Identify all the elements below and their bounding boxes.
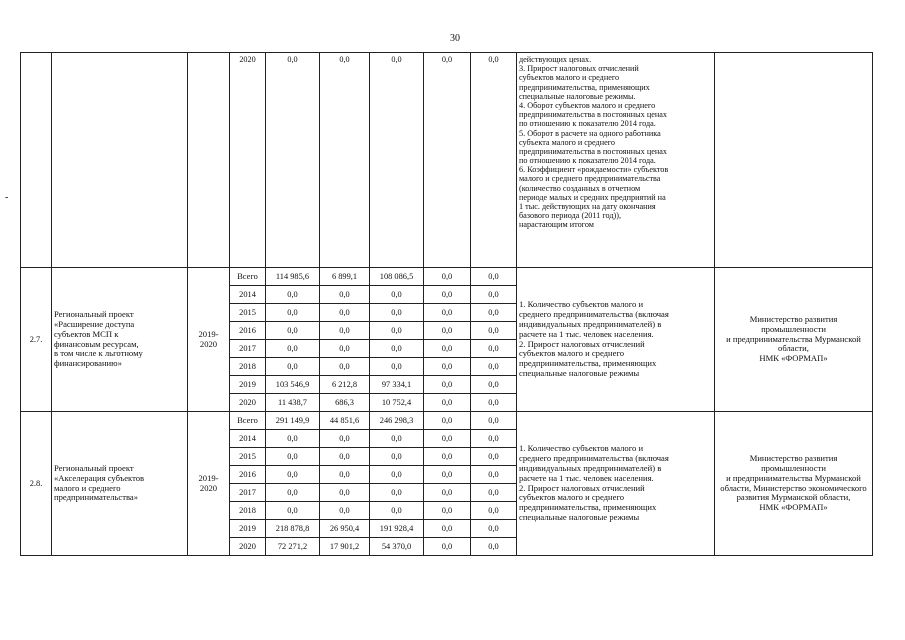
cell-value: 0,0 <box>266 322 320 340</box>
cell-value: 0,0 <box>370 304 424 322</box>
cell-value: 0,0 <box>266 358 320 376</box>
cell-value: 0,0 <box>320 448 370 466</box>
cell-responsible <box>715 53 873 268</box>
cell-value: 0,0 <box>471 322 517 340</box>
project-responsible <box>715 268 873 412</box>
cell-year: 2018 <box>230 358 266 376</box>
cell-value: 6 212,8 <box>320 376 370 394</box>
cell-value: 26 950,4 <box>320 520 370 538</box>
project-number: 2.8. <box>21 412 52 556</box>
cell-year: 2018 <box>230 502 266 520</box>
cell-value: 0,0 <box>471 466 517 484</box>
cell-value: 108 086,5 <box>370 268 424 286</box>
cell-value: 97 334,1 <box>370 376 424 394</box>
cell-year: 2020 <box>230 538 266 556</box>
cell-value: 0,0 <box>471 448 517 466</box>
cell-value: 0,0 <box>320 430 370 448</box>
project-responsible-text: Министерство развития промышленности и предпринимательства Мурманской области, Министерство экономического развития Мурманской области, НМК «ФОРМАП» <box>720 452 867 513</box>
cell-value: 0,0 <box>471 53 517 268</box>
project-indicators <box>517 268 715 412</box>
cell-value: 0,0 <box>471 268 517 286</box>
page-number: 30 <box>450 33 460 44</box>
cell-value: 103 546,9 <box>266 376 320 394</box>
project-name <box>52 412 188 556</box>
cell-value: 0,0 <box>424 430 471 448</box>
cell-value: 0,0 <box>320 304 370 322</box>
cell-indicators <box>517 53 715 268</box>
table-row <box>21 268 873 286</box>
cell-value: 0,0 <box>471 502 517 520</box>
cell-value: 72 271,2 <box>266 538 320 556</box>
project-name <box>52 268 188 412</box>
cell-value: 0,0 <box>424 484 471 502</box>
cell-value: 0,0 <box>266 286 320 304</box>
cell-value: 0,0 <box>320 53 370 268</box>
cell-value: 191 928,4 <box>370 520 424 538</box>
cell-year: 2019 <box>230 376 266 394</box>
cell-value: 0,0 <box>266 304 320 322</box>
cell-value: 246 298,3 <box>370 412 424 430</box>
table-body <box>21 53 873 556</box>
cell-value: 54 370,0 <box>370 538 424 556</box>
cell-value: 0,0 <box>471 286 517 304</box>
cell-value: 0,0 <box>320 358 370 376</box>
cell-value: 0,0 <box>424 394 471 412</box>
cell-value: 10 752,4 <box>370 394 424 412</box>
cell-value: 0,0 <box>424 376 471 394</box>
cell-year: 2020 <box>230 394 266 412</box>
cell-value: 218 878,8 <box>266 520 320 538</box>
cell-value: 0,0 <box>370 466 424 484</box>
cell-year: 2015 <box>230 304 266 322</box>
project-indicators <box>517 412 715 556</box>
cell-value: 0,0 <box>266 53 320 268</box>
cell-value: 0,0 <box>424 286 471 304</box>
project-period-text: 2019- 2020 <box>198 472 219 493</box>
cell-year: 2015 <box>230 448 266 466</box>
project-period-text: 2019- 2020 <box>198 328 219 349</box>
cell-value: 0,0 <box>471 358 517 376</box>
cell-value: 0,0 <box>266 340 320 358</box>
cell-value: 0,0 <box>424 448 471 466</box>
cell-value: 0,0 <box>266 430 320 448</box>
cell-value: 0,0 <box>471 340 517 358</box>
cell-value: 6 899,1 <box>320 268 370 286</box>
cell-value: 0,0 <box>424 268 471 286</box>
project-responsible-text: Министерство развития промышленности и предпринимательства Мурманской области, НМК «ФОРМАП» <box>726 313 861 364</box>
cell-period <box>188 53 230 268</box>
project-number: 2.7. <box>21 268 52 412</box>
cell-value: 0,0 <box>424 322 471 340</box>
cell-year: 2017 <box>230 484 266 502</box>
cell-number <box>21 53 52 268</box>
cell-value: 0,0 <box>424 466 471 484</box>
cell-value: 0,0 <box>424 502 471 520</box>
cell-value: 0,0 <box>320 340 370 358</box>
cell-value: 11 438,7 <box>266 394 320 412</box>
cell-value: 0,0 <box>370 484 424 502</box>
cell-value: 0,0 <box>471 520 517 538</box>
cell-value: 0,0 <box>424 412 471 430</box>
table-row <box>21 412 873 430</box>
cell-value: 0,0 <box>370 340 424 358</box>
cell-year: Всего <box>230 412 266 430</box>
cell-value: 0,0 <box>266 448 320 466</box>
cell-value: 0,0 <box>471 376 517 394</box>
cell-value: 0,0 <box>320 502 370 520</box>
cell-value: 291 149,9 <box>266 412 320 430</box>
cell-value: 0,0 <box>320 322 370 340</box>
cell-year: 2014 <box>230 286 266 304</box>
cell-value: 0,0 <box>370 448 424 466</box>
cell-value: 686,3 <box>320 394 370 412</box>
cell-value: 0,0 <box>424 340 471 358</box>
cell-year: 2020 <box>230 53 266 268</box>
cell-year: 2019 <box>230 520 266 538</box>
cell-value: 0,0 <box>424 538 471 556</box>
cell-value: 0,0 <box>471 304 517 322</box>
cell-value: 0,0 <box>320 484 370 502</box>
cell-year: Всего <box>230 268 266 286</box>
cell-value: 0,0 <box>370 322 424 340</box>
cell-year: 2016 <box>230 466 266 484</box>
cell-value: 0,0 <box>320 466 370 484</box>
cell-name <box>52 53 188 268</box>
project-name-text: Региональный проект «Расширение доступа субъектов МСП к финансовым ресурсам, в том числе к льготному финансированию» <box>54 308 143 369</box>
cell-value: 17 901,2 <box>320 538 370 556</box>
cell-value: 0,0 <box>471 484 517 502</box>
cell-value: 0,0 <box>424 53 471 268</box>
cell-value: 0,0 <box>370 502 424 520</box>
cell-value: 0,0 <box>471 412 517 430</box>
cell-value: 114 985,6 <box>266 268 320 286</box>
project-period <box>188 412 230 556</box>
cell-value: 0,0 <box>471 538 517 556</box>
cell-value: 0,0 <box>266 484 320 502</box>
cell-year: 2016 <box>230 322 266 340</box>
cell-value: 0,0 <box>424 304 471 322</box>
margin-mark: - <box>5 192 9 203</box>
cell-value: 0,0 <box>266 502 320 520</box>
table-row-continuation <box>21 53 873 268</box>
cell-value: 0,0 <box>471 394 517 412</box>
project-indicators-text: 1. Количество субъектов малого и среднего предпринимательства (включая индивидуальных предпринимателей) в расчете на 1 тыс. человек населения. 2. Прирост налоговых отчислений субъектов малого и среднего предпринимательства, применяющих специальные налоговые режимы <box>519 299 669 379</box>
cell-value: 44 851,6 <box>320 412 370 430</box>
cell-value: 0,0 <box>424 358 471 376</box>
project-name-text: Региональный проект «Акселерация субъектов малого и среднего предпринимательства» <box>54 462 145 503</box>
cell-value: 0,0 <box>370 430 424 448</box>
cell-value: 0,0 <box>370 53 424 268</box>
project-period <box>188 268 230 412</box>
cell-value: 0,0 <box>471 430 517 448</box>
bottom-scan-noise <box>90 628 830 636</box>
cell-year: 2014 <box>230 430 266 448</box>
project-indicators-text: 1. Количество субъектов малого и среднего предпринимательства (включая индивидуальных предпринимателей) в расчете на 1 тыс. человек населения. 2. Прирост налоговых отчислений субъектов малого и среднего предпринимательства, применяющих специальные налоговые режимы <box>519 443 669 523</box>
program-table <box>20 52 873 556</box>
cell-value: 0,0 <box>370 286 424 304</box>
cell-year: 2017 <box>230 340 266 358</box>
cell-value: 0,0 <box>424 520 471 538</box>
cell-value: 0,0 <box>320 286 370 304</box>
project-responsible <box>715 412 873 556</box>
cell-value: 0,0 <box>370 358 424 376</box>
cell-value: 0,0 <box>266 466 320 484</box>
indicators-text: действующих ценах. 3. Прирост налоговых отчислений субъектов малого и среднего предпринимательства, применяющих специальные налоговые режимы. 4. Оборот субъектов малого и среднего предпринимательства в постоянных ценах по отношению к показателю 2014 года. 5. Оборот в расчете на одного работника субъекта малого и среднего предпринимательства в постоянных ценах по отношению к показателю 2014 года. 6. Коэффициент «рождаемости» субъектов малого и среднего предпринимательства (количество созданных в отчетном периоде малых и средних предприятий на 1 тыс. действующих на дату окончания базового периода (2011 год)), нарастающим итогом <box>519 55 669 230</box>
